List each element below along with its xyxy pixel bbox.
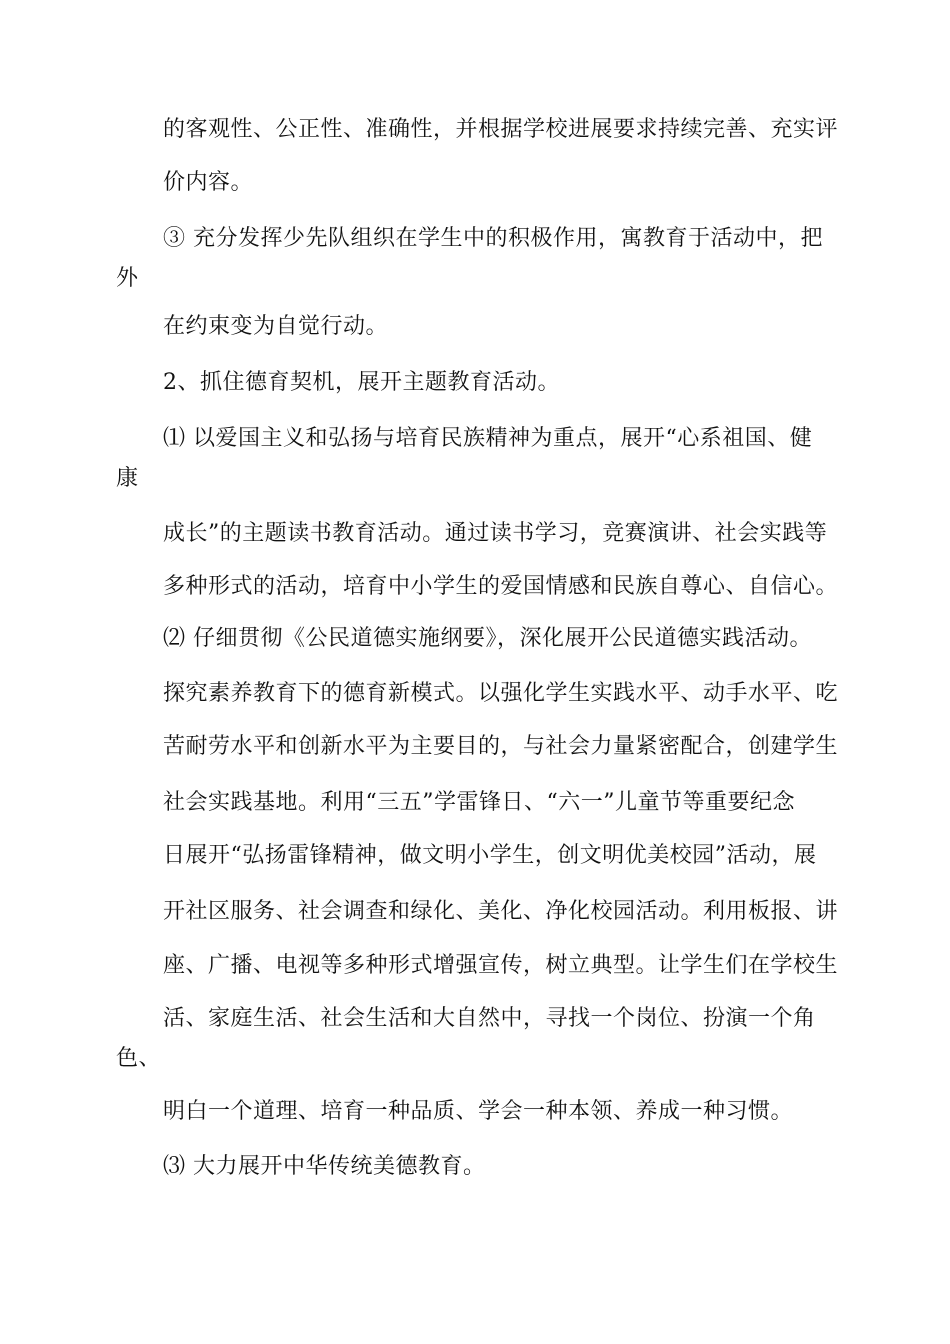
paragraph-line: 开社区服务、社会调查和绿化、美化、净化校园活动。利用板报、讲 [163, 899, 839, 924]
paragraph-line: 苦耐劳水平和创新水平为主要目的，与社会力量紧密配合，创建学生 [163, 734, 839, 759]
paragraph-line: 成长”的主题读书教育活动。通过读书学习，竞赛演讲、社会实践等 [163, 521, 828, 546]
paragraph-line: ③ 充分发挥少先队组织在学生中的积极作用，寓教育于活动中，把 [163, 226, 823, 251]
paragraph-line: ⑴ 以爱国主义和弘扬与培育民族精神为重点，展开“心系祖国、健 [163, 426, 813, 451]
paragraph-line: 座、广播、电视等多种形式增强宣传，树立典型。让学生们在学校生 [163, 953, 839, 978]
paragraph-line: 色、 [116, 1046, 162, 1071]
paragraph-line: ⑶ 大力展开中华传统美德教育。 [163, 1154, 486, 1179]
paragraph-line: 康 [116, 466, 139, 491]
paragraph-line: 明白一个道理、培育一种品质、学会一种本领、养成一种习惯。 [163, 1099, 794, 1124]
paragraph-line: 的客观性、公正性、准确性，并根据学校进展要求持续完善、充实评 [163, 117, 839, 142]
section-heading: 2、抓住德育契机，展开主题教育活动。 [163, 370, 560, 395]
paragraph-line: 社会实践基地。利用“三五”学雷锋日、“六一”儿童节等重要纪念 [163, 790, 795, 815]
paragraph-line: 活、家庭生活、社会生活和大自然中，寻找一个岗位、扮演一个角 [163, 1006, 816, 1031]
paragraph-line: 探究素养教育下的德育新模式。以强化学生实践水平、动手水平、吃 [163, 681, 839, 706]
paragraph-line: ⑵ 仔细贯彻《公民道德实施纲要》，深化展开公民道德实践活动。 [163, 626, 812, 651]
paragraph-line: 价内容。 [163, 170, 254, 195]
paragraph-line: 在约束变为自觉行动。 [163, 314, 389, 339]
paragraph-line: 外 [116, 266, 139, 291]
paragraph-line: 日展开“弘扬雷锋精神，做文明小学生，创文明优美校园”活动，展 [163, 843, 817, 868]
paragraph-line: 多种形式的活动，培育中小学生的爱国情感和民族自尊心、自信心。 [163, 574, 839, 599]
